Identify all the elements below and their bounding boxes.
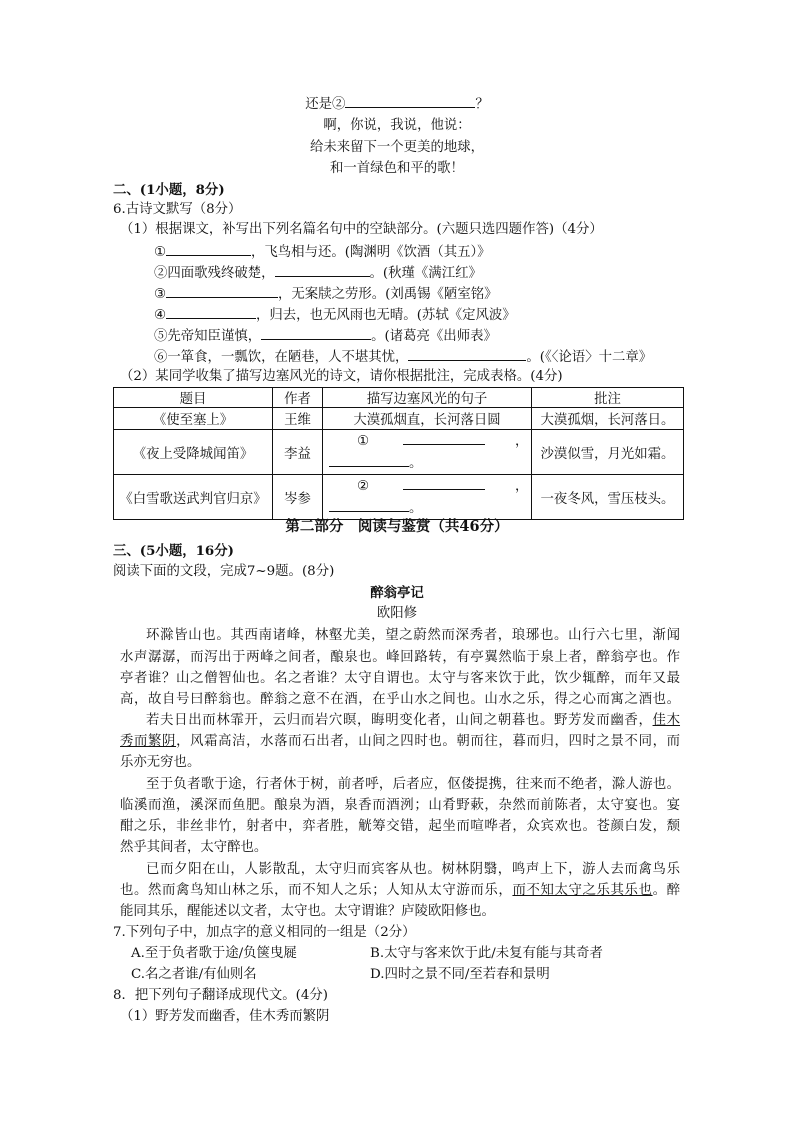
answer-blank[interactable]	[166, 304, 256, 319]
essay-line: 能同其乐，醒能述以文者，太守也。太守谓谁？庐陵欧阳修也。	[120, 904, 495, 919]
table-row	[114, 430, 684, 475]
cell-sentence: 大漠孤烟直，长河落日圆	[323, 408, 532, 430]
essay-line: 水声潺潺，而泻出于两峰之间者，酿泉也。峰回路转，有亭翼然临于泉上者，醉翁亭也。作	[120, 650, 680, 665]
essay-line: 若夫日出而林霏开，云归而岩穴暝，晦明变化者，山间之朝暮也。野芳发而幽香，佳木	[146, 713, 681, 728]
cell-note: 大漠孤烟，长河落日。	[532, 408, 684, 430]
cell-author: 李益	[273, 430, 323, 475]
header-title: 题目	[114, 388, 273, 408]
essay-line: 秀而繁阴，风霜高洁，水落而石出者，山间之四时也。朝而往，暮而归，四时之景不同，而	[120, 734, 680, 749]
underlined-phrase: 秀而繁阴	[120, 734, 177, 749]
recitation-item-5: ⑤先帝知臣谨慎， 。(诸葛亮《出师表》	[154, 325, 497, 347]
answer-blank[interactable]	[403, 430, 485, 445]
cell-note: 沙漠似雪，月光如霜。	[532, 430, 684, 475]
essay-line: 至于负者歌于途，行者休于树，前者呼，后者应，伛偻提携，往来而不绝者，滁人游也。	[146, 777, 680, 792]
option-a[interactable]: A.至于负者歌于途/负箧曳屣	[131, 946, 297, 961]
header-author: 作者	[273, 388, 323, 408]
section-3-heading: 三、(5小题，16分)	[113, 543, 234, 559]
table-header-row	[114, 388, 684, 408]
header-sentence: 描写边塞风光的句子	[323, 388, 532, 408]
essay-line: 高，故自号曰醉翁也。醉翁之意不在酒，在乎山水之间也。山水之乐，得之心而寓之酒也。	[120, 692, 680, 707]
cell-answer-blank[interactable]: ② ， 。	[323, 475, 532, 520]
recitation-item-1: ① ，飞鸟相与还。(陶渊明《饮酒（其五）》	[154, 241, 491, 263]
underlined-phrase: 而不知太守之乐其乐也	[512, 883, 653, 898]
section-2-heading: 二、(1小题，8分)	[113, 182, 225, 198]
cell-author: 王维	[273, 408, 323, 430]
answer-blank[interactable]	[329, 452, 409, 467]
recitation-item-3: ③ ，无案牍之劳形。(刘禹锡《陋室铭》	[154, 283, 498, 305]
poem-line-3: 给未来留下一个更美的地球，	[309, 140, 485, 155]
table-row	[114, 475, 684, 520]
answer-blank[interactable]	[166, 283, 278, 298]
essay-line: 已而夕阳在山，人影散乱，太守归而宾客从也。树林阴翳，鸣声上下，游人去而禽鸟乐	[146, 862, 680, 877]
cell-author: 岑参	[273, 475, 323, 520]
essay-title: 醉翁亭记	[370, 585, 424, 601]
answer-blank[interactable]	[261, 325, 371, 340]
answer-blank[interactable]	[166, 241, 251, 256]
essay-author: 欧阳修	[376, 606, 418, 621]
essay-line: 也。然而禽鸟知山林之乐，而不知人之乐；人知从太守游而乐，而不知太守之乐其乐也。醉	[120, 883, 680, 898]
answer-blank[interactable]	[403, 475, 485, 490]
recitation-item-2: ②四面歌残终破楚， 。(秋瑾《满江红》	[154, 262, 482, 284]
part-2-instruction: （2）某同学收集了描写边塞风光的诗文，请你根据批注，完成表格。(4分)	[120, 369, 563, 384]
table-row	[114, 408, 684, 430]
cell-note: 一夜冬风，雪压枝头。	[532, 475, 684, 520]
answer-blank[interactable]	[329, 497, 409, 512]
reading-instruction: 阅读下面的文段，完成7~9题。(8分)	[113, 564, 335, 579]
essay-line: 环滁皆山也。其西南诸峰，林壑尤美，望之蔚然而深秀者，琅琊也。山行六七里，渐闻	[146, 628, 680, 643]
cell-title: 《使至塞上》	[114, 408, 273, 430]
recitation-item-6: ⑥一箪食，一瓢饮，在陋巷，人不堪其忧， 。(《〈论语〉十二章》	[154, 346, 652, 368]
part-2-title: 第二部分 阅读与鉴赏（共46分）	[285, 518, 509, 535]
frontier-poem-table-wrap	[113, 387, 684, 520]
poem-line-1: 还是② ？	[0, 93, 794, 115]
part-1-instruction: （1）根据课文，补写出下列名篇名句中的空缺部分。(六题只选四题作答)（4分）	[120, 222, 603, 237]
question-8-part-1: （1）野芳发而幽香，佳木秀而繁阴	[120, 1009, 330, 1024]
cell-title: 《夜上受降城闻笛》	[114, 430, 273, 475]
frontier-poem-table	[113, 387, 684, 520]
essay-line: 酣之乐，非丝非竹，射者中，弈者胜，觥筹交错，起坐而喧哗者，众宾欢也。苍颜白发，颓	[120, 819, 680, 834]
header-note: 批注	[532, 388, 684, 408]
answer-blank[interactable]	[408, 346, 526, 361]
essay-line: 乐亦无穷也。	[120, 755, 201, 770]
option-d[interactable]: D.四时之景不同/至若春和景明	[370, 967, 550, 982]
answer-blank[interactable]	[275, 262, 370, 277]
cell-answer-blank[interactable]: ① ， 。	[323, 430, 532, 475]
answer-blank[interactable]	[345, 93, 475, 108]
recitation-item-4: ④ ，归去，也无风雨也无晴。(苏轼《定风波》	[154, 304, 516, 326]
question-6-title: 6.古诗文默写（8分）	[113, 202, 242, 217]
underlined-phrase: 佳木	[652, 713, 681, 728]
poem-line-4: 和一首绿色和平的歌！	[330, 161, 464, 176]
cell-title: 《白雪歌送武判官归京》	[114, 475, 273, 520]
essay-line: 然乎其间者，太守醉也。	[120, 840, 268, 855]
option-b[interactable]: B.太守与客来饮于此/未复有能与其奇者	[370, 946, 603, 961]
question-7: 7.下列句子中，加点字的意义相同的一组是（2分）	[113, 925, 416, 940]
essay-line: 临溪而渔，溪深而鱼肥。酿泉为酒，泉香而酒洌；山肴野蔌，杂然而前陈者，太守宴也。宴	[120, 798, 680, 813]
poem-line-2: 啊，你说，我说，他说：	[323, 118, 471, 133]
option-c[interactable]: C.名之者谁/有仙则名	[131, 967, 257, 982]
question-8: 8．把下列句子翻译成现代文。(4分)	[113, 988, 328, 1003]
essay-line: 亭者谁？山之僧智仙也。名之者谁？太守自谓也。太守与客来饮于此，饮少辄醉，而年又最	[120, 671, 680, 686]
